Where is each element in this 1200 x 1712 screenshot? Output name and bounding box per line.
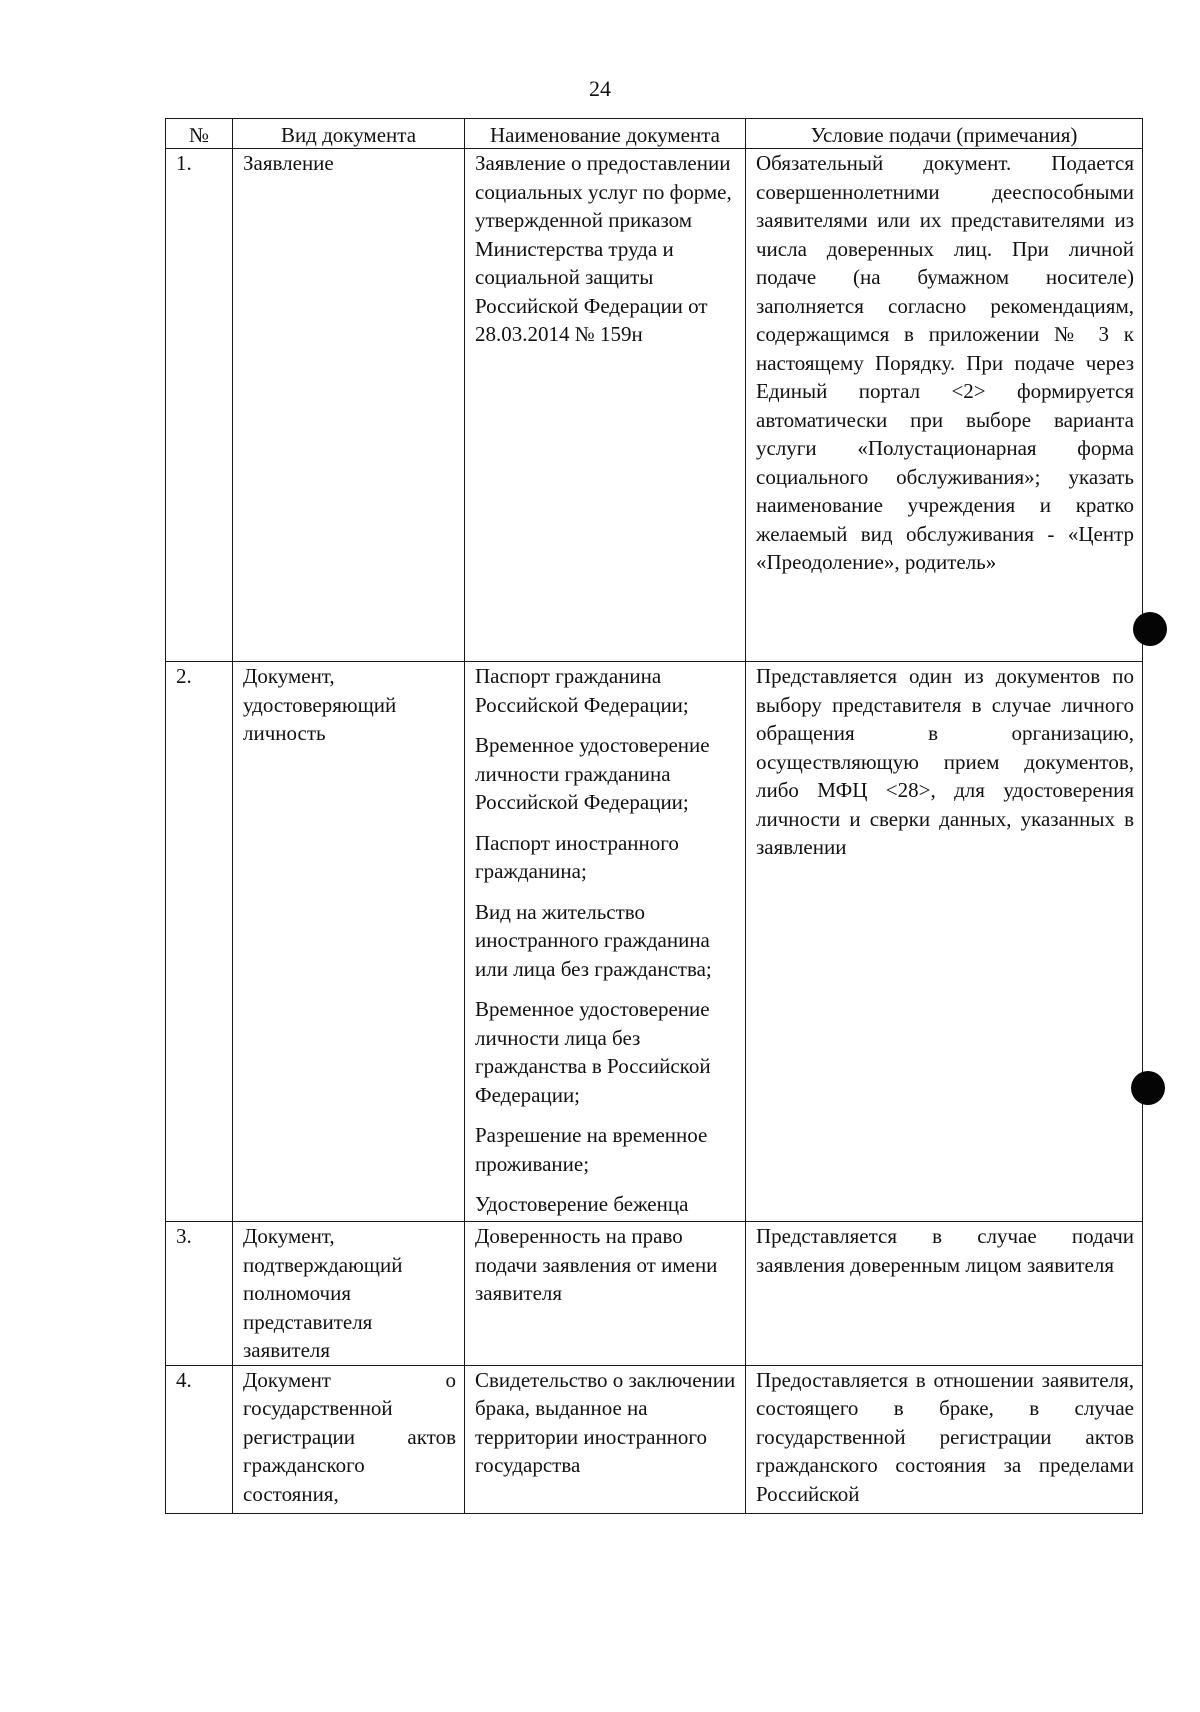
condition-cell: Представляется один из документов по выбору представителя в случае личного обращения в организацию, осуществляющую прием документов, либо МФЦ <28>, для удостоверения личности и сверки данных, указанных в заявлении: [746, 662, 1143, 1222]
document-name-item: Паспорт гражданина Российской Федерации;: [475, 664, 689, 717]
table-row: [166, 1222, 1143, 1366]
document-name-item: Заявление о предоставлении социальных услуг по форме, утвержденной приказом Министерства труда и социальной защиты Российской Федерации от 28.03.2014 № 159н: [475, 151, 732, 346]
page-number: 24: [589, 76, 611, 101]
document-type-cell: Документ, подтверждающий полномочия представителя заявителя: [233, 1222, 465, 1366]
punch-hole-mark: [1131, 1071, 1165, 1105]
condition-cell: Обязательный документ. Подается совершеннолетними дееспособными заявителями или их представителями из числа доверенных лиц. При личной подаче (на бумажном носителе) заполняется согласно рекомендациям, содержащимся в приложении № 3 к настоящему Порядку. При подаче через Единый портал <2> формируется автоматически при выборе варианта услуги «Полустационарная форма социального обслуживания»; указать наименование учреждения и кратко желаемый вид обслуживания - «Центр «Преодоление», родитель»: [746, 149, 1143, 662]
table-row: [166, 149, 1143, 662]
document-name-item: Паспорт иностранного гражданина;: [475, 830, 679, 883]
table-row: [166, 1365, 1143, 1513]
header-num: №: [166, 119, 233, 149]
document-name-item: Временное удостоверение личности гражданина Российской Федерации;: [475, 733, 710, 814]
documents-table: [165, 118, 1143, 1514]
condition-cell: Предоставляется в отношении заявителя, состоящего в браке, в случае государственной регистрации актов гражданского состояния за пределами Российской: [746, 1365, 1143, 1513]
condition-cell: Представляется в случае подачи заявления доверенным лицом заявителя: [746, 1222, 1143, 1366]
row-number: 4.: [166, 1365, 233, 1513]
header-submission-condition: Условие подачи (примечания): [746, 119, 1143, 149]
punch-hole-mark: [1133, 612, 1167, 646]
document-name-cell: [465, 1222, 746, 1366]
row-number: 1.: [166, 149, 233, 662]
document-name-cell: [465, 1365, 746, 1513]
document-name-item: Удостоверение беженца: [475, 1192, 689, 1216]
header-document-name: Наименование документа: [465, 119, 746, 149]
document-name-item: Вид на жительство иностранного гражданина или лица без гражданства;: [475, 899, 712, 981]
document-name-cell: [465, 149, 746, 662]
document-type-cell: Заявление: [233, 149, 465, 662]
document-type-cell: Документ о государственной регистрации актов гражданского состояния,: [233, 1365, 465, 1513]
row-number: 2.: [166, 662, 233, 1222]
document-name-item: Свидетельство о заключении брака, выданное на территории иностранного государства: [475, 1367, 736, 1477]
table-row: [166, 662, 1143, 1222]
document-name-item: Доверенность на право подачи заявления от имени заявителя: [475, 1224, 718, 1305]
row-number: 3.: [166, 1222, 233, 1366]
document-name-item: Разрешение на временное проживание;: [475, 1123, 708, 1176]
document-name-item: Временное удостоверение личности лица без гражданства в Российской Федерации;: [475, 997, 711, 1107]
document-name-cell: [465, 662, 746, 1222]
table-header-row: [166, 119, 1143, 149]
document-type-cell: Документ, удостоверяющий личность: [233, 662, 465, 1222]
header-document-type: Вид документа: [233, 119, 465, 149]
